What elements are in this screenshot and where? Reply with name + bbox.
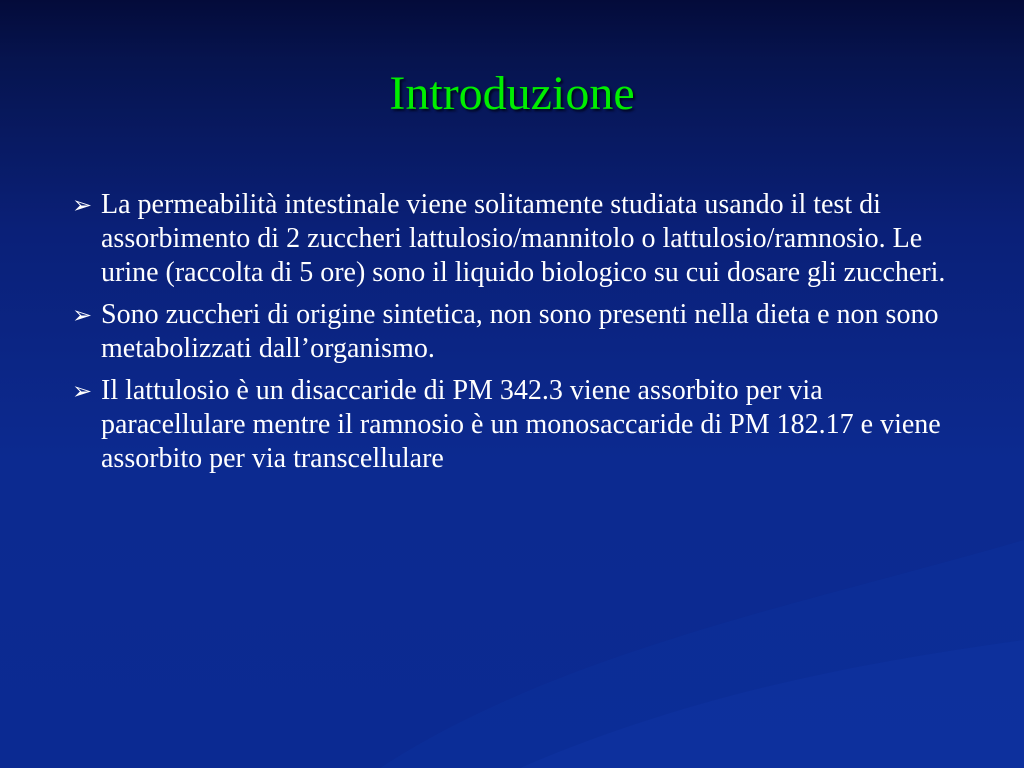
bullet-item [64, 374, 964, 476]
arrowhead-bullet-icon: ➢ [72, 377, 93, 405]
bullet-list [64, 188, 964, 484]
arrowhead-bullet-icon: ➢ [72, 191, 93, 219]
bullet-item [64, 298, 964, 366]
slide-title: Introduzione [389, 67, 635, 120]
bullet-text: Sono zuccheri di origine sintetica, non sono presenti nella dieta e non sono metabolizzati dall’organismo. [101, 299, 939, 364]
bullet-text: Il lattulosio è un disaccaride di PM 342.3 viene assorbito per via paracellulare mentre il ramnosio è un monosaccaride di PM 182.17 e viene assorbito per via transcellulare [101, 375, 941, 474]
bullet-item [64, 188, 964, 290]
arrowhead-bullet-icon: ➢ [72, 301, 93, 329]
bullet-text: La permeabilità intestinale viene solitamente studiata usando il test di assorbimento di 2 zuccheri lattulosio/mannitolo o lattulosio/ramnosio. Le urine (raccolta di 5 ore) sono il liquido biologico su cui dosare gli zuccheri. [101, 189, 946, 288]
